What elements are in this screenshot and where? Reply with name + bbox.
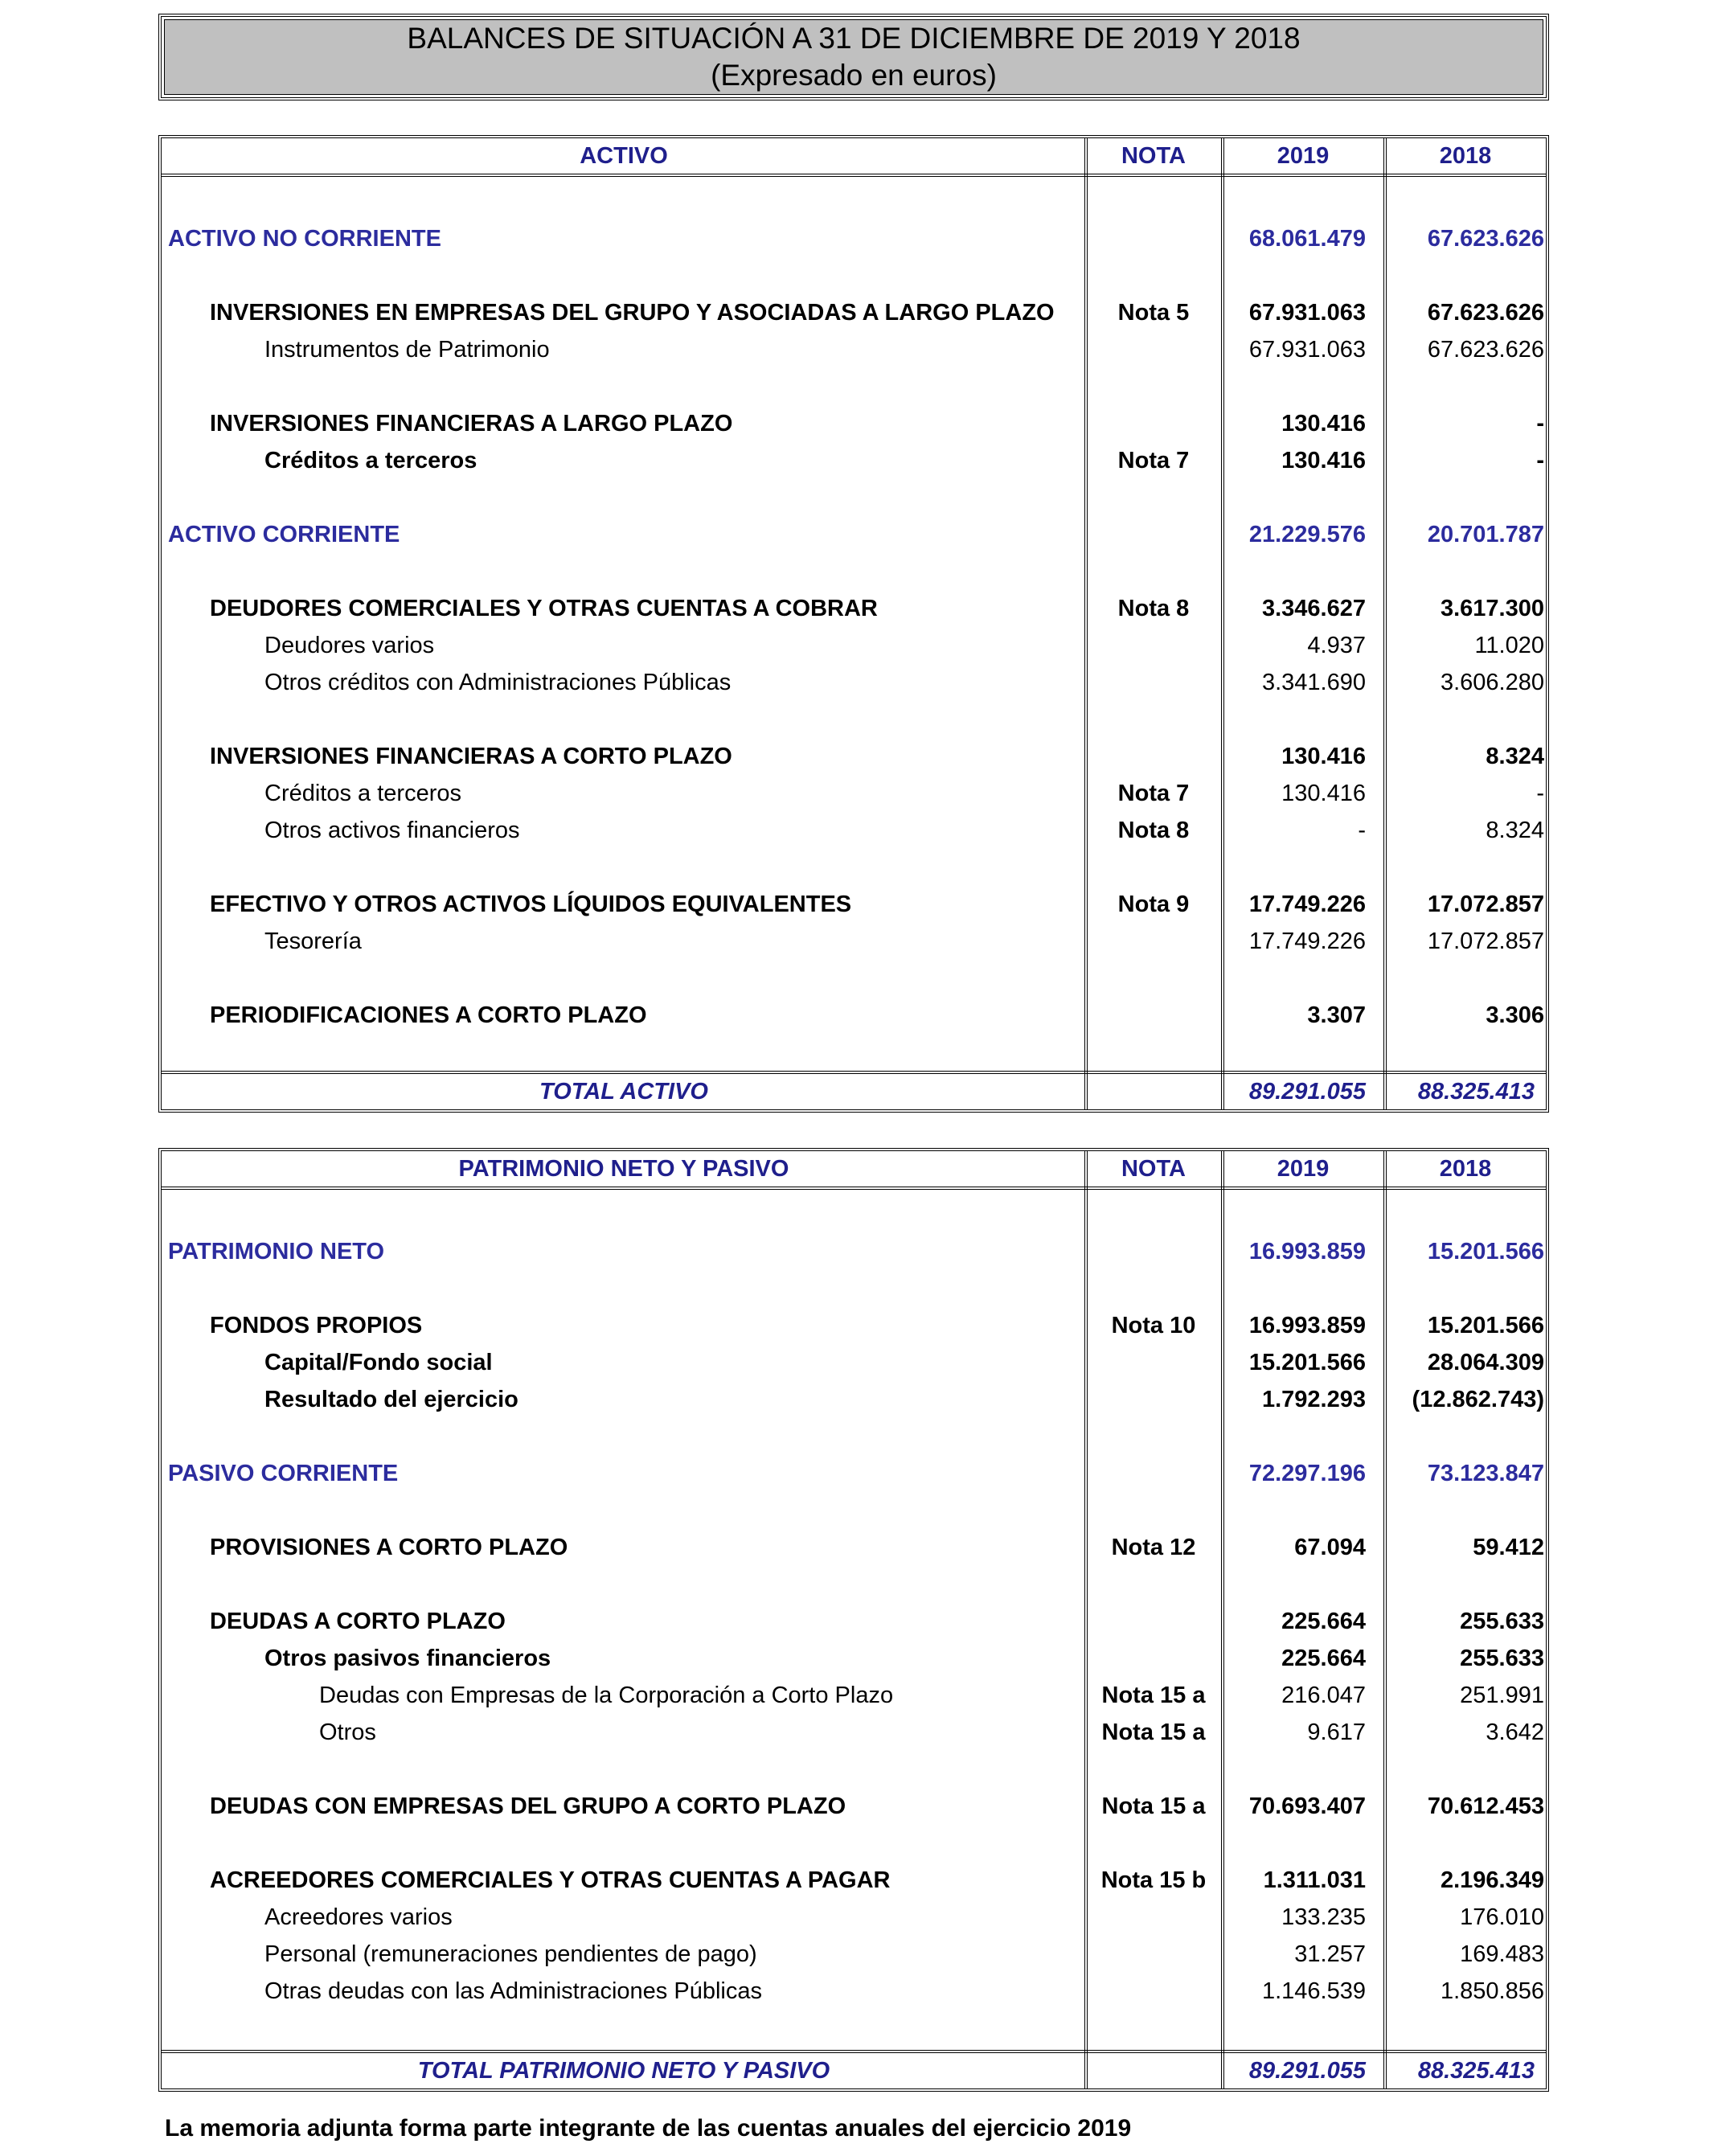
row-label: Créditos a terceros	[264, 781, 461, 806]
activo-row	[162, 664, 1546, 701]
row-nota	[1086, 1936, 1221, 1973]
row-label: EFECTIVO Y OTROS ACTIVOS LÍQUIDOS EQUIVALENTES	[210, 892, 852, 917]
row-label: Otros activos financieros	[264, 818, 520, 843]
row-label: PASIVO CORRIENTE	[168, 1461, 399, 1486]
row-nota	[1086, 1455, 1221, 1492]
row-value-2018: 67.623.626	[1427, 226, 1544, 252]
pasivo-row	[162, 1936, 1546, 1973]
row-label: INVERSIONES FINANCIERAS A LARGO PLAZO	[210, 411, 733, 437]
row-value-2019: -	[1358, 818, 1366, 843]
row-value-2019: 72.297.196	[1248, 1461, 1366, 1486]
total-pasivo-2018: 88.325.413	[1417, 2058, 1535, 2084]
row-value-2018: 3.606.280	[1440, 670, 1544, 695]
row-value-2018: 15.201.566	[1427, 1313, 1544, 1338]
row-label: PERIODIFICACIONES A CORTO PLAZO	[210, 1002, 647, 1028]
row-value-2018: (12.862.743)	[1412, 1387, 1544, 1412]
row-value-2018: -	[1536, 448, 1544, 473]
row-value-2019: 3.341.690	[1261, 670, 1366, 695]
pasivo-header-2019: 2019	[1277, 1155, 1330, 1182]
row-value-2018: 3.306	[1486, 1002, 1544, 1028]
activo-row	[162, 923, 1546, 960]
row-nota	[1086, 1973, 1221, 2010]
row-value-2019: 3.307	[1307, 1002, 1366, 1028]
total-activo-2019: 89.291.055	[1248, 1079, 1366, 1105]
row-nota	[1086, 1344, 1221, 1381]
activo-header-2019: 2019	[1277, 142, 1330, 169]
row-value-2018: -	[1536, 411, 1544, 437]
row-label: Instrumentos de Patrimonio	[264, 337, 550, 363]
row-value-2018: 17.072.857	[1427, 892, 1544, 917]
row-label: INVERSIONES EN EMPRESAS DEL GRUPO Y ASOCIADAS A LARGO PLAZO	[210, 300, 1055, 326]
pasivo-total-row	[162, 2050, 1546, 2088]
row-label: Otros pasivos financieros	[264, 1646, 551, 1671]
row-value-2019: 68.061.479	[1248, 226, 1366, 252]
row-value-2019: 21.229.576	[1248, 522, 1366, 547]
activo-row	[162, 627, 1546, 664]
row-value-2019: 16.993.859	[1248, 1239, 1366, 1264]
row-label: PROVISIONES A CORTO PLAZO	[210, 1535, 568, 1560]
row-label: FONDOS PROPIOS	[210, 1313, 423, 1338]
row-value-2019: 1.792.293	[1261, 1387, 1366, 1412]
row-nota	[1086, 627, 1221, 664]
total-pasivo-label: TOTAL PATRIMONIO NETO Y PASIVO	[417, 2058, 830, 2084]
row-nota	[1086, 997, 1221, 1034]
row-nota	[1086, 220, 1221, 257]
row-value-2019: 67.931.063	[1248, 300, 1366, 326]
row-value-2018: 8.324	[1486, 744, 1544, 769]
row-nota	[1086, 1381, 1221, 1418]
title-box	[158, 14, 1549, 100]
row-nota	[1086, 516, 1221, 553]
activo-header-row	[162, 138, 1546, 177]
row-nota	[1086, 1899, 1221, 1936]
row-value-2018: 20.701.787	[1427, 522, 1544, 547]
row-nota	[1086, 331, 1221, 368]
row-value-2018: 67.623.626	[1427, 300, 1544, 326]
activo-header-nota: NOTA	[1121, 142, 1186, 169]
row-nota: Nota 15 a	[1101, 1793, 1206, 1819]
row-label: Deudores varios	[264, 633, 435, 658]
row-value-2019: 17.749.226	[1248, 928, 1366, 954]
row-nota: Nota 15 a	[1101, 1719, 1206, 1745]
row-value-2019: 130.416	[1281, 781, 1366, 806]
activo-header-label: ACTIVO	[580, 142, 668, 169]
row-value-2019: 17.749.226	[1248, 892, 1366, 917]
activo-row	[162, 220, 1546, 257]
row-value-2018: 17.072.857	[1427, 928, 1544, 954]
row-label: Otras deudas con las Administraciones Públicas	[264, 1978, 762, 2004]
row-value-2019: 9.617	[1307, 1719, 1366, 1745]
row-value-2018: -	[1536, 781, 1544, 806]
row-value-2018: 2.196.349	[1440, 1867, 1544, 1893]
row-nota	[1086, 405, 1221, 442]
row-value-2019: 3.346.627	[1261, 596, 1366, 621]
activo-row	[162, 516, 1546, 553]
pasivo-row	[162, 1677, 1546, 1714]
row-label: Tesorería	[264, 928, 362, 954]
row-value-2018: 15.201.566	[1427, 1239, 1544, 1264]
row-value-2018: 28.064.309	[1427, 1350, 1544, 1375]
row-value-2018: 59.412	[1473, 1535, 1544, 1560]
pasivo-header-row	[162, 1151, 1546, 1190]
row-label: Capital/Fondo social	[264, 1350, 493, 1375]
pasivo-row	[162, 1233, 1546, 1270]
pasivo-row	[162, 1603, 1546, 1640]
row-nota	[1086, 1640, 1221, 1677]
row-value-2019: 1.146.539	[1261, 1978, 1366, 2004]
pasivo-header-label: PATRIMONIO NETO Y PASIVO	[458, 1155, 789, 1182]
row-value-2018: 176.010	[1460, 1904, 1544, 1930]
row-value-2019: 4.937	[1307, 633, 1366, 658]
row-label: Acreedores varios	[264, 1904, 453, 1930]
row-nota: Nota 8	[1117, 596, 1190, 621]
row-value-2018: 1.850.856	[1440, 1978, 1544, 2004]
row-nota: Nota 12	[1111, 1535, 1196, 1560]
pasivo-row	[162, 1529, 1546, 1566]
activo-row	[162, 997, 1546, 1034]
pasivo-row	[162, 1381, 1546, 1418]
pasivo-header-2018: 2018	[1439, 1155, 1492, 1182]
row-nota: Nota 10	[1111, 1313, 1196, 1338]
row-value-2019: 130.416	[1281, 448, 1366, 473]
row-nota: Nota 15 a	[1101, 1683, 1206, 1708]
row-value-2018: 255.633	[1460, 1609, 1544, 1634]
total-activo-label: TOTAL ACTIVO	[539, 1079, 708, 1105]
row-value-2018: 73.123.847	[1427, 1461, 1544, 1486]
footer-note: La memoria adjunta forma parte integrante de las cuentas anuales del ejercicio 2019	[165, 2115, 1132, 2142]
row-label: Otros créditos con Administraciones Públicas	[264, 670, 732, 695]
row-nota: Nota 8	[1117, 818, 1190, 843]
pasivo-table	[158, 1148, 1549, 2092]
activo-row	[162, 442, 1546, 479]
pasivo-row	[162, 1455, 1546, 1492]
row-label: Resultado del ejercicio	[264, 1387, 518, 1412]
row-value-2018: 251.991	[1460, 1683, 1544, 1708]
total-pasivo-2019: 89.291.055	[1248, 2058, 1366, 2084]
pasivo-row	[162, 1307, 1546, 1344]
row-value-2018: 8.324	[1486, 818, 1544, 843]
row-nota	[1086, 664, 1221, 701]
pasivo-row	[162, 1344, 1546, 1381]
row-label: INVERSIONES FINANCIERAS A CORTO PLAZO	[210, 744, 732, 769]
row-value-2019: 70.693.407	[1248, 1793, 1366, 1819]
activo-row	[162, 405, 1546, 442]
activo-header-2018: 2018	[1439, 142, 1492, 169]
activo-row	[162, 775, 1546, 812]
row-nota: Nota 5	[1117, 300, 1190, 326]
row-nota: Nota 15 b	[1100, 1867, 1207, 1893]
pasivo-row	[162, 1788, 1546, 1825]
pasivo-row	[162, 1862, 1546, 1899]
row-nota: Nota 9	[1117, 892, 1190, 917]
row-value-2018: 3.617.300	[1440, 596, 1544, 621]
document-title: BALANCES DE SITUACIÓN A 31 DE DICIEMBRE DE 2019 Y 2018	[407, 22, 1301, 55]
row-label: Créditos a terceros	[264, 448, 477, 473]
row-label: DEUDAS CON EMPRESAS DEL GRUPO A CORTO PLAZO	[210, 1793, 846, 1819]
row-label: Otros	[319, 1719, 376, 1745]
row-value-2019: 133.235	[1281, 1904, 1366, 1930]
row-nota	[1086, 1603, 1221, 1640]
row-label: ACTIVO CORRIENTE	[168, 522, 400, 547]
pasivo-row	[162, 1640, 1546, 1677]
row-label: DEUDORES COMERCIALES Y OTRAS CUENTAS A COBRAR	[210, 596, 878, 621]
row-value-2018: 11.020	[1474, 633, 1544, 658]
row-value-2018: 3.642	[1486, 1719, 1544, 1745]
pasivo-row	[162, 1714, 1546, 1751]
row-label: DEUDAS A CORTO PLAZO	[210, 1609, 506, 1634]
pasivo-header-nota: NOTA	[1121, 1155, 1186, 1182]
row-value-2018: 169.483	[1460, 1941, 1544, 1967]
row-value-2018: 70.612.453	[1427, 1793, 1544, 1819]
row-value-2019: 15.201.566	[1248, 1350, 1366, 1375]
row-value-2019: 225.664	[1281, 1646, 1366, 1671]
row-value-2018: 67.623.626	[1427, 337, 1544, 363]
row-value-2019: 130.416	[1281, 411, 1366, 437]
row-nota	[1086, 738, 1221, 775]
row-value-2019: 130.416	[1281, 744, 1366, 769]
row-label: Deudas con Empresas de la Corporación a Corto Plazo	[319, 1683, 894, 1708]
activo-row	[162, 590, 1546, 627]
row-value-2019: 16.993.859	[1248, 1313, 1366, 1338]
activo-table	[158, 135, 1549, 1113]
activo-row	[162, 812, 1546, 849]
row-nota: Nota 7	[1117, 781, 1190, 806]
row-value-2019: 67.094	[1294, 1535, 1366, 1560]
activo-row	[162, 331, 1546, 368]
row-label: ACREEDORES COMERCIALES Y OTRAS CUENTAS A PAGAR	[210, 1867, 891, 1893]
activo-total-row	[162, 1071, 1546, 1109]
row-value-2019: 225.664	[1281, 1609, 1366, 1634]
activo-row	[162, 886, 1546, 923]
total-activo-2018: 88.325.413	[1417, 1079, 1535, 1105]
row-value-2019: 1.311.031	[1263, 1867, 1366, 1893]
document-subtitle: (Expresado en euros)	[711, 59, 997, 92]
pasivo-row	[162, 1899, 1546, 1936]
row-label: ACTIVO NO CORRIENTE	[168, 226, 441, 252]
activo-row	[162, 294, 1546, 331]
row-label: PATRIMONIO NETO	[168, 1239, 385, 1264]
row-value-2019: 216.047	[1281, 1683, 1366, 1708]
row-label: Personal (remuneraciones pendientes de pago)	[264, 1941, 757, 1967]
pasivo-row	[162, 1973, 1546, 2010]
activo-row	[162, 738, 1546, 775]
row-value-2019: 31.257	[1294, 1941, 1366, 1967]
row-nota	[1086, 1233, 1221, 1270]
title-banner	[164, 19, 1543, 95]
row-nota	[1086, 923, 1221, 960]
row-value-2018: 255.633	[1460, 1646, 1544, 1671]
row-nota: Nota 7	[1117, 448, 1190, 473]
row-value-2019: 67.931.063	[1248, 337, 1366, 363]
